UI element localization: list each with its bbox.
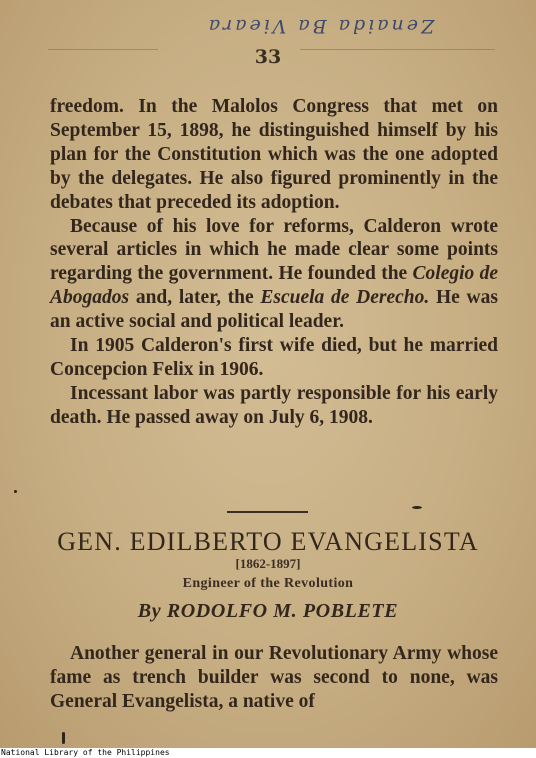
body-text [50, 95, 498, 430]
paragraph-2-text: Because of his love for reforms, Calderon wrote several articles in which he made clear some points regarding the government. He founded the [50, 215, 498, 285]
paragraph-1: freedom. In the Malolos Congress that met on September 15, 1898, he distinguished himself by his plan for the Constitution which was the one adopted by the delegates. He also figured prominently in the debates that preceded its adoption. [50, 96, 498, 213]
section-years: [1862-1897] [235, 556, 301, 571]
section-heading: GEN. EDILBERTO EVANGELISTA [57, 527, 479, 556]
section-opening-paragraph: Another general in our Revolutionary Army whose fame as trench builder was second to none, was General Evangelista, a native of [50, 643, 498, 712]
section-subtitle: Engineer of the Revolution [182, 576, 354, 591]
paragraph-4: Incessant labor was partly responsible for his early death. He passed away on July 6, 1908. [50, 382, 498, 428]
paragraph-2-text: He was an active social and political leader. [50, 287, 498, 333]
italic-institution-1: Colegio de Abogados [50, 263, 499, 309]
paragraph-2 [50, 215, 498, 335]
section-byline: By RODOLFO M. POBLETE [137, 600, 399, 622]
handwritten-inscription: Zenaida Ba Vieara [205, 15, 435, 37]
section-body-text [50, 642, 498, 714]
italic-institution-2: Escuela de Derecho. [260, 287, 430, 309]
ink-spot [14, 490, 17, 493]
ink-spot [412, 506, 422, 509]
footer-credit: National Library of the Philippines [0, 748, 536, 758]
section-divider [227, 511, 308, 513]
paragraph-2-text: and, later, the [129, 287, 261, 309]
ink-spot [62, 732, 65, 744]
paragraph-3: In 1905 Calderon's first wife died, but he married Concepcion Felix in 1906. [50, 335, 498, 380]
page-number: 33 [254, 46, 282, 68]
